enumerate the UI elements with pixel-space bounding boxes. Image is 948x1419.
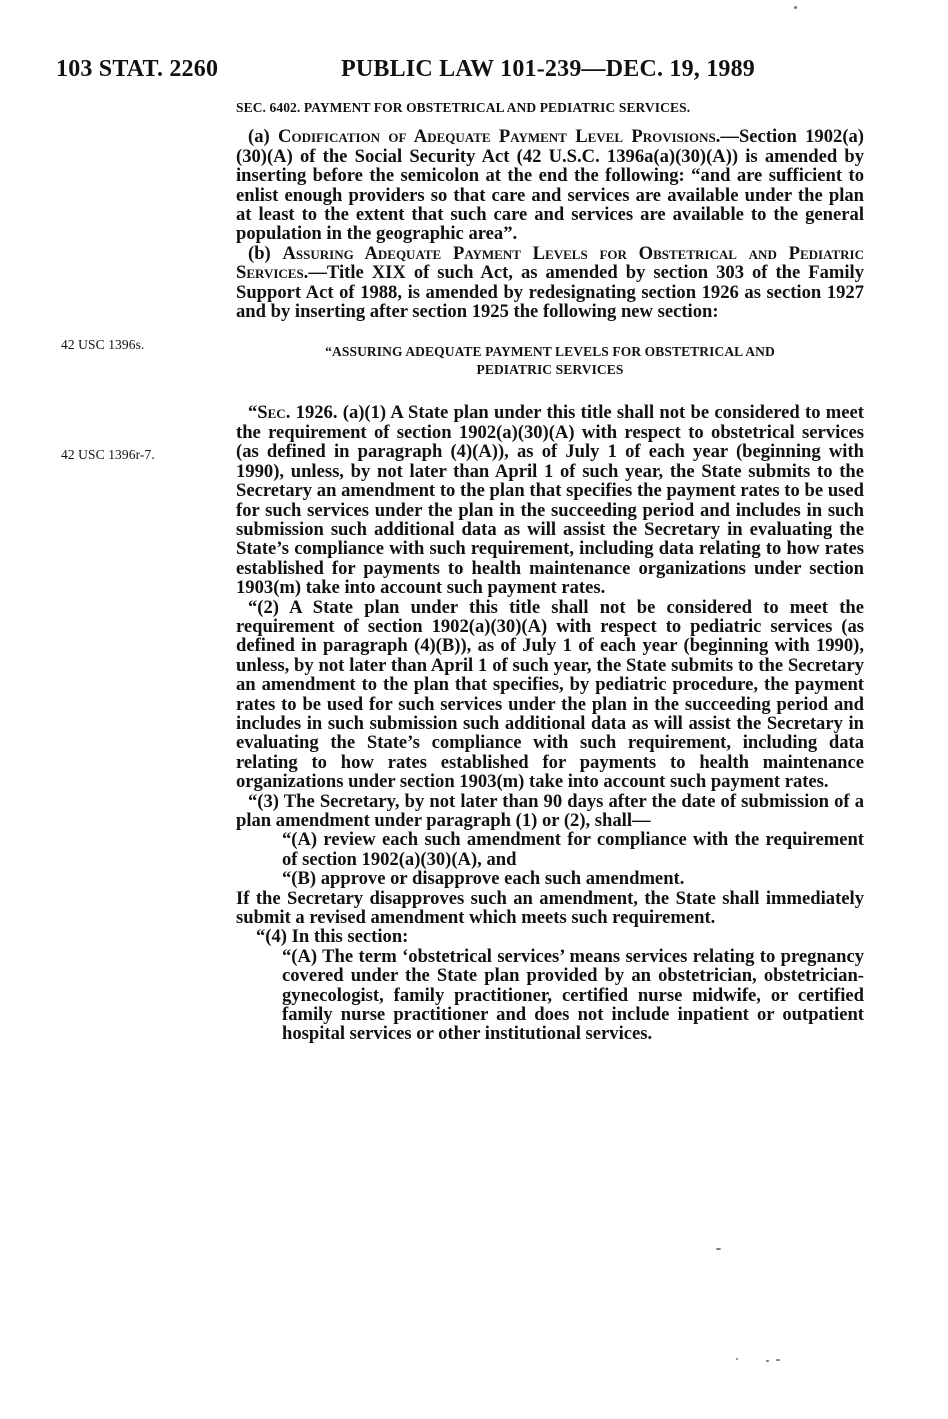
paragraph-3b: “(B) approve or disapprove each such amendment. [282,868,685,890]
subsection-b-title: Assuring Adequate Payment Levels for Obstetrical and Pediatric Services. [236,242,864,284]
running-head [56,56,876,86]
body-text-column [236,98,864,1044]
subsection-b-text: —Title XIX of such Act, as amended by section 303 of the Family Support Act of 1988, is amended by redesignating section 1926 as section 1927 and by inserting after section 1925 the following new section: [236,262,864,323]
margin-note-usc-1396r-7: 42 USC 1396r-7. [61,447,155,462]
new-section-heading-line-1: “ASSURING ADEQUATE PAYMENT LEVELS FOR OBSTETRICAL AND [325,344,775,360]
scan-speck [776,1359,780,1361]
paragraph-2: “(2) A State plan under this title shall not be considered to meet the requirement of section 1902(a)(30)(A) with respect to pediatric services (as defined in paragraph (4)(B)), as of July 1 of each year (beginning with 1990), unless, by not later than April 1 of such year, the State submits to the Secretary an amendment to the plan that specifies, by pediatric procedure, the payment rates to be used for such services under the plan in the succeeding period and includes in such submission such additional data as will assist the Secretary in evaluating the State’s compliance with such requirement, including data relating to how rates established for payments to health maintenance organizations under section 1903(m) take into account such payment rates. [236,596,864,793]
scan-speck [716,1248,721,1250]
subsection-a-title: Codification of Adequate Payment Level Provisions. [278,126,721,148]
paragraph-3a: “(A) review each such amendment for compliance with the requirement of section 1902(a)(30)(A), and [282,829,864,870]
subsection-b-label: (b) [248,242,271,264]
paragraph-3: “(3) The Secretary, by not later than 90 days after the date of submission of a plan amendment under paragraph (1) or (2), shall— [236,790,864,831]
subsection-a [236,127,864,243]
new-section-heading [236,343,864,379]
scan-speck [794,6,797,9]
paragraph-a1-text: 1926. (a)(1) A State plan under this title shall not be considered to meet the requirement of section 1902(a)(30)(A) with respect to obstetrical services (as defined in paragraph (4)(A)), as of July 1 of each year (beginning with 1990), unless, by not later than April 1 of such year, the State submits to the Secretary an amendment to the plan that specifies the payment rates to be used for such services under the plan in the succeeding period and includes in such submission such additional data as will assist the Secretary in evaluating the State’s compliance with such requirement, including data relating to how rates established for payments to health maintenance organizations under section 1903(m) take into account such payment rates. [236,402,864,599]
paragraph-3-tail: If the Secretary disapproves such an amendment, the State shall immediately submit a revised amendment which meets such requirement. [236,887,864,929]
section-heading: SEC. 6402. PAYMENT FOR OBSTETRICAL AND PEDIATRIC SERVICES. [236,100,691,115]
paragraph-4: “(4) In this section: [256,926,409,948]
new-section-heading-line-2: PEDIATRIC SERVICES [476,362,624,378]
stat-citation: 103 STAT. 2260 [56,56,219,82]
subsection-a-text: —Section 1902(a)(30)(A) of the Social Security Act (42 U.S.C. 1396a(a)(30)(A)) is amended by inserting before the semicolon at the end the following: “and are sufficient to enlist enough providers so that care and services are available under the plan at least to the extent that such care and services are available to the general population in the geographic area”. [236,126,865,245]
sec-prefix: “Sec. [248,402,291,424]
subsection-a-label: (a) [248,126,270,148]
law-title: PUBLIC LAW 101-239—DEC. 19, 1989 [341,56,755,82]
scan-speck [736,1358,738,1360]
subsection-b [236,244,864,322]
paragraph-a1 [236,403,864,597]
paragraph-4a: “(A) The term ‘obstetrical services’ means services relating to pregnancy covered under the State plan provided by an obstetrician, obstetrician-gynecologist, family practitioner, certified nurse midwife, or certified family nurse practitioner and does not include inpatient or outpatient hospital services or other institutional services. [282,945,864,1045]
margin-note-usc-1396s: 42 USC 1396s. [61,337,145,352]
scan-speck [766,1360,769,1362]
